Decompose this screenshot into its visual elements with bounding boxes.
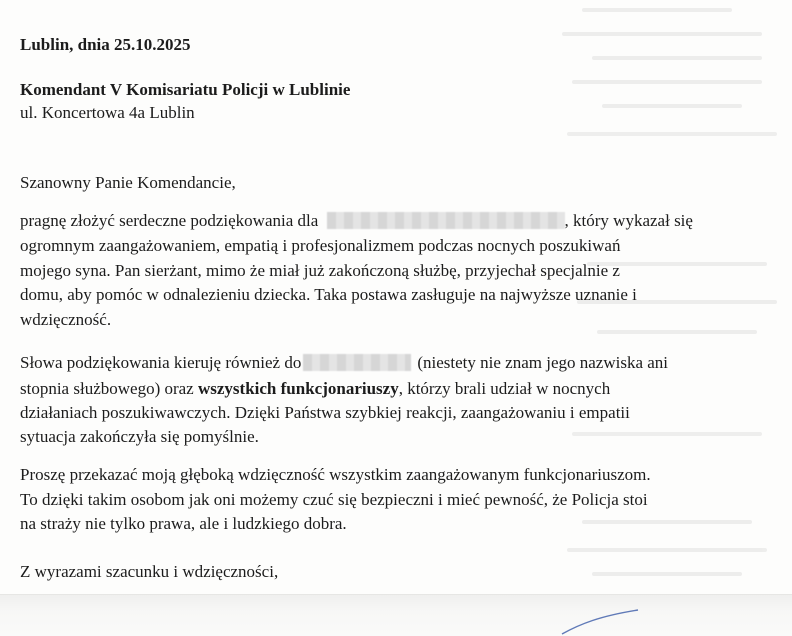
paragraph-2-line-1 [20,354,668,371]
p2-text-b: (niestety nie znam jego nazwiska ani [417,353,669,372]
place-date: Lublin, dnia 25.10.2025 [20,35,191,54]
signature-stroke [560,606,640,636]
p2-text-d: , którzy brali udział w nocnych [398,379,611,398]
paragraph-3-line-1: Proszę przekazać moją głęboką wdzięczność wszystkim zaangażowanym funkcjonariuszom. [20,465,651,484]
paragraph-1-line-5: wdzięczność. [20,310,112,329]
p1-text-a: pragnę złożyć serdeczne podziękowania dla [20,211,319,230]
paragraph-2-line-3: działaniach poszukiwawczych. Dzięki Państwa szybkiej reakcji, zaangażowaniu i empatii [20,403,630,422]
recipient-title: Komendant V Komisariatu Policji w Lublinie [20,80,351,99]
redacted-name [327,212,565,229]
recipient-address: ul. Koncertowa 4a Lublin [20,103,195,122]
bleed-through-texture [552,0,792,635]
p2-text-a: Słowa podziękowania kieruję również do [20,353,302,372]
salutation: Szanowny Panie Komendancie, [20,173,236,192]
page-fold-shadow [0,594,792,636]
p2-bold-text: wszystkich funkcjonariuszy [197,379,399,398]
paragraph-3-line-3: na straży nie tylko prawa, ale i ludzkiego dobra. [20,514,347,533]
paragraph-3-line-2: To dzięki takim osobom jak oni możemy czuć się bezpieczni i mieć pewność, że Policja stoi [20,490,648,509]
paragraph-1-line-2: ogromnym zaangażowaniem, empatią i profesjonalizmem podczas nocnych poszukiwań [20,236,621,255]
redacted-name [303,354,411,371]
p2-text-c: stopnia służbowego) oraz [20,379,198,398]
paragraph-1-line-1 [20,212,693,229]
paragraph-2-line-4: sytuacja zakończyła się pomyślnie. [20,427,259,446]
closing: Z wyrazami szacunku i wdzięczności, [20,562,279,581]
paragraph-2-line-2 [20,380,610,397]
paragraph-1-line-3: mojego syna. Pan sierżant, mimo że miał już zakończoną służbę, przyjechał specjalnie z [20,261,620,280]
p1-text-b: , który wykazał się [564,211,693,230]
paragraph-1-line-4: domu, aby pomóc w odnalezieniu dziecka. Taka postawa zasługuje na najwyższe uznanie i [20,285,637,304]
